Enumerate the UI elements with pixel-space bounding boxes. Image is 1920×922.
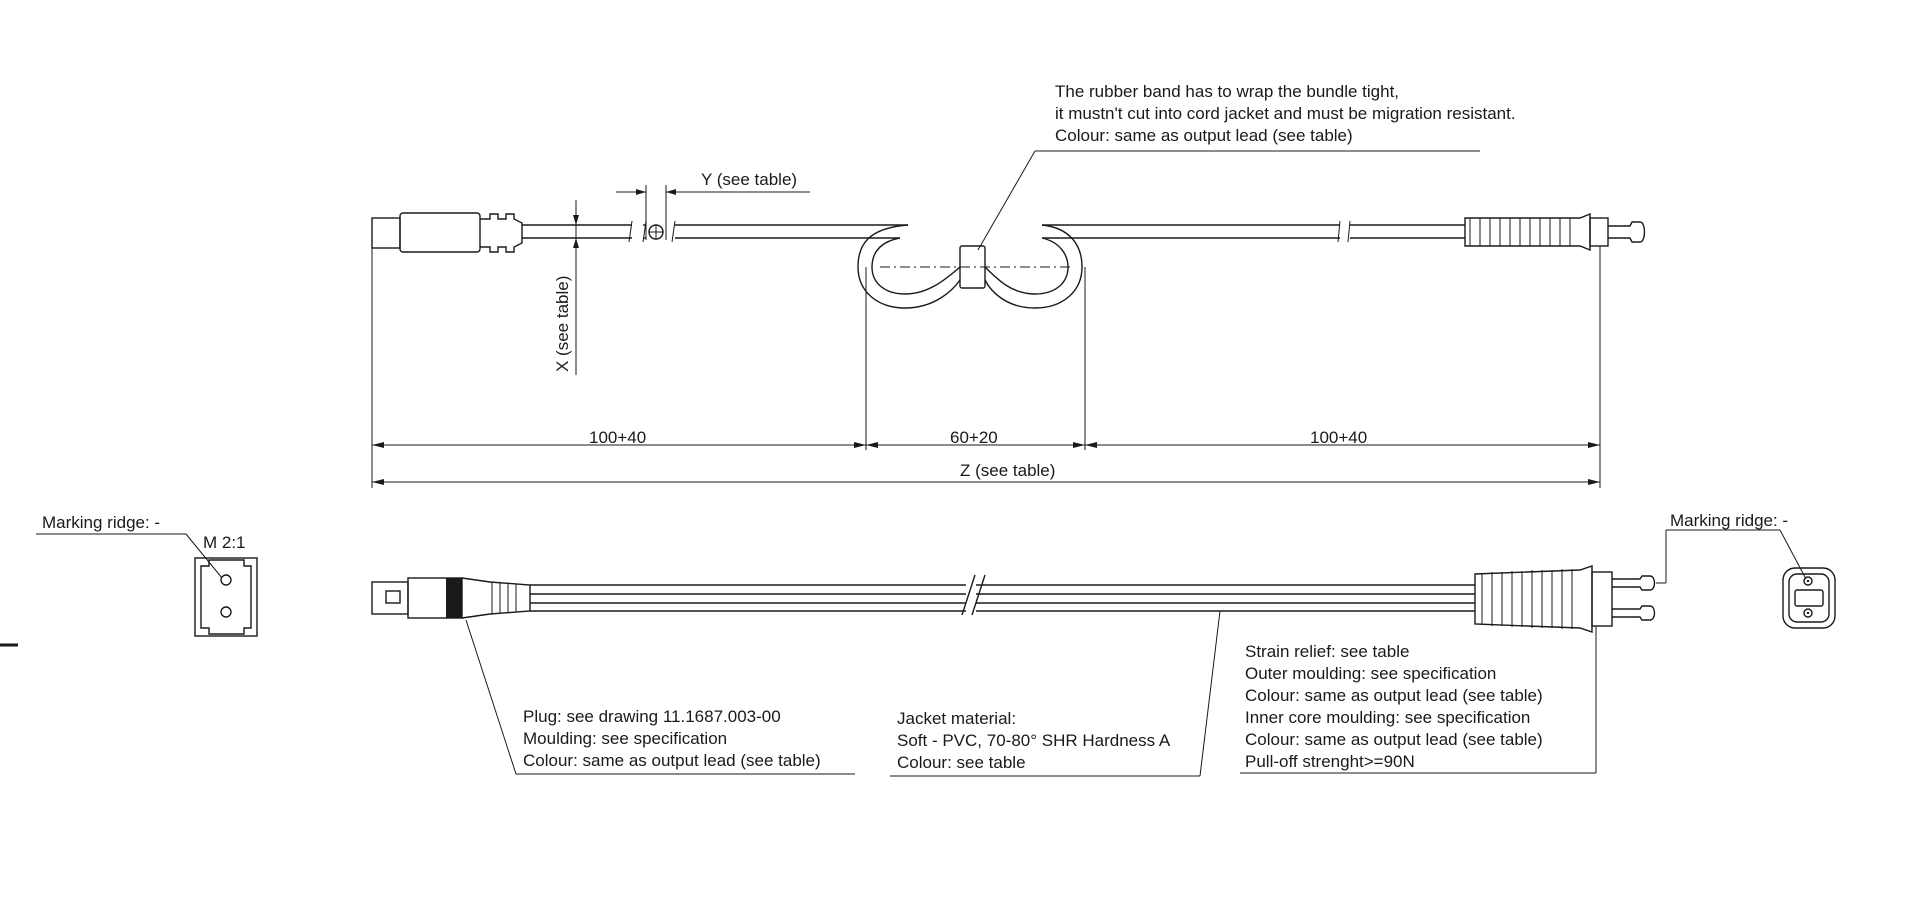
rubber-band-note-line-1: The rubber band has to wrap the bundle tight, — [1055, 82, 1400, 101]
jacket-note — [890, 611, 1220, 776]
dim-loop-length: 60+20 — [950, 428, 998, 447]
plug-note-line-2: Moulding: see specification — [523, 729, 728, 748]
bottom-cable — [530, 575, 1475, 615]
top-cable — [522, 225, 1465, 239]
plug-note-line-3: Colour: same as output lead (see table) — [523, 751, 821, 770]
strain-relief-note-line-5: Colour: same as output lead (see table) — [1245, 730, 1543, 749]
jacket-note-line-2: Soft - PVC, 70-80° SHR Hardness A — [897, 731, 1171, 750]
strain-relief-note-line-1: Strain relief: see table — [1245, 642, 1410, 661]
top-strain-relief — [1465, 214, 1645, 250]
top-left-plug — [372, 213, 522, 252]
dim-lengths — [372, 428, 1600, 482]
plug-note-line-1: Plug: see drawing 11.1687.003-00 — [523, 707, 781, 726]
dim-right-length: 100+40 — [1310, 428, 1368, 447]
dim-total-length: Z (see table) — [960, 461, 1056, 480]
left-scale-label: M 2:1 — [203, 533, 246, 552]
top-view — [372, 82, 1645, 488]
dim-x — [553, 200, 576, 375]
bottom-view — [372, 530, 1780, 776]
bottom-strain-relief — [1475, 530, 1780, 632]
rubber-band-note-line-3: Colour: same as output lead (see table) — [1055, 126, 1353, 145]
jacket-note-line-3: Colour: see table — [897, 753, 1026, 772]
plug-note — [466, 620, 855, 774]
strain-relief-note — [1240, 626, 1596, 773]
dim-y-label: Y (see table) — [701, 170, 798, 189]
dim-x-label: X (see table) — [553, 275, 572, 372]
left-connector-detail — [0, 513, 257, 645]
jacket-note-line-1: Jacket material: — [897, 709, 1017, 728]
left-marking-label: Marking ridge: - — [42, 513, 161, 532]
strain-relief-note-line-2: Outer moulding: see specification — [1245, 664, 1497, 683]
strain-relief-note-line-6: Pull-off strenght>=90N — [1245, 752, 1415, 771]
dim-left-length: 100+40 — [589, 428, 647, 447]
bottom-left-plug — [372, 578, 530, 618]
right-connector-detail — [1670, 511, 1835, 628]
rubber-band-note-line-2: it mustn't cut into cord jacket and must be migration resistant. — [1055, 104, 1516, 123]
right-marking-label: Marking ridge: - — [1670, 511, 1789, 530]
strain-relief-note-line-3: Colour: same as output lead (see table) — [1245, 686, 1543, 705]
strain-relief-note-line-4: Inner core moulding: see specification — [1245, 708, 1531, 727]
